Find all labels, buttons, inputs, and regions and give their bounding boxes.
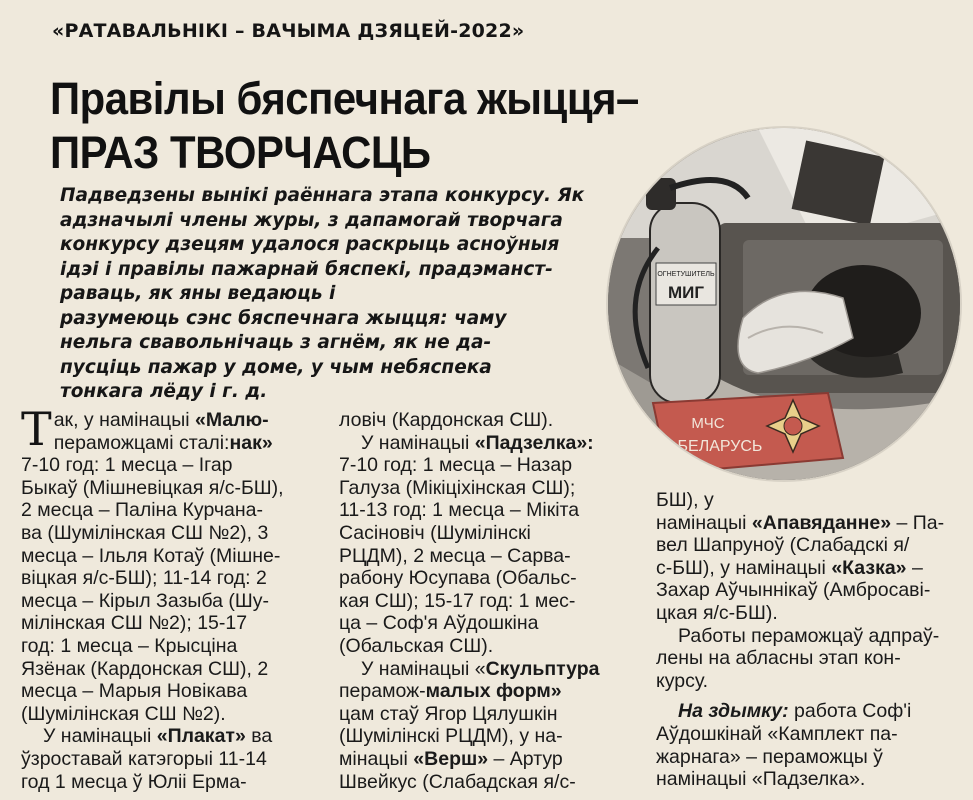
article-line — [339, 771, 629, 794]
article-text: месца – Ільля Котаў (Мішне- — [21, 544, 281, 567]
article-line — [21, 725, 311, 748]
article-line — [339, 680, 629, 703]
article-text: курсу. — [656, 669, 709, 692]
nomination-name: «Плакат» — [156, 725, 246, 748]
nomination-name: нак» — [229, 431, 273, 454]
article-line — [21, 590, 311, 613]
article-line — [339, 477, 629, 500]
article-line — [21, 635, 311, 658]
article-text: цам стаў Ягор Цялушкін — [339, 702, 558, 725]
article-line — [21, 545, 311, 568]
section-rubric: «РАТАВАЛЬНІКІ – ВАЧЫМА ДЗЯЦЕЙ-2022» — [52, 20, 525, 42]
nomination-name: «Казка» — [831, 556, 907, 579]
article-text: Быкаў (Мішневіцкая я/с-БШ), — [21, 476, 284, 499]
article-text: год 1 месца ў Юліі Ерма- — [21, 770, 247, 793]
article-text: пераможцамі сталі: — [53, 431, 230, 454]
article-line — [656, 512, 961, 535]
article-text: мінацыі — [339, 747, 414, 770]
article-line — [656, 647, 961, 670]
article-line — [21, 748, 311, 771]
article-text: (Шумілінскі РЦДМ), у на- — [339, 725, 563, 748]
article-line — [339, 432, 629, 455]
article-lead — [60, 184, 620, 405]
lead-line: разумеюць сэнс бяспечнага жыцця: чаму — [60, 307, 507, 329]
article-text: с-БШ), у намінацыі — [656, 556, 832, 579]
article-text: 7-10 год: 1 месца – Назар — [339, 454, 573, 477]
article-line — [21, 454, 311, 477]
article-text: Галуза (Мікіціхінская СШ); — [339, 476, 576, 499]
article-text: жарнага» – пераможцы ў — [656, 745, 883, 768]
article-text: 11-13 год: 1 месца – Мікіта — [339, 499, 580, 522]
article-text: лены на абласны этап кон- — [656, 647, 901, 670]
nomination-name: «Апавяданне» — [751, 511, 892, 534]
article-column-2 — [339, 409, 629, 793]
article-line — [21, 477, 311, 500]
headline-line: ПРАЗ ТВОРЧАСЦЬ — [50, 127, 431, 178]
article-line — [21, 499, 311, 522]
article-text: цкая я/с-БШ). — [656, 601, 778, 624]
lead-line: нельга свавольнічаць з агнём, як не да- — [60, 332, 492, 353]
article-text: Язёнак (Кардонская СШ), 2 — [21, 657, 269, 680]
article-text: рабону Юсупава (Обальс- — [339, 567, 577, 590]
article-text: – — [906, 556, 923, 579]
article-text: перамож- — [339, 680, 426, 703]
dropcap-letter: Т — [21, 402, 52, 456]
article-line — [656, 602, 961, 625]
article-text: У намінацыі « — [361, 657, 486, 680]
article-text: Сасіновіч (Шумілінскі — [339, 521, 531, 544]
lead-line: тонкага лёду і г. д. — [60, 381, 268, 402]
article-line — [339, 590, 629, 613]
lead-line: конкурсу дзецям удалося раскрыць асноўныя — [60, 234, 560, 255]
article-text: месца – Кірыл Зазыба (Шу- — [21, 589, 269, 612]
article-line — [656, 579, 961, 602]
lead-line: Падведзены вынікі раённага этапа конкурсу. Як — [60, 185, 585, 206]
nomination-name: «Падзелка»: — [474, 431, 594, 454]
article-line — [21, 771, 311, 794]
article-text: (Обальская СШ). — [339, 634, 494, 657]
photo-illustration — [608, 128, 960, 480]
article-line — [656, 700, 961, 723]
nomination-name: малых форм» — [425, 680, 562, 703]
headline-line: Правілы бяспечнага жыцця– — [50, 73, 639, 124]
article-text: вел Шапруноў (Слабадскі я/ — [656, 534, 910, 557]
article-text: Захар Аўчыннікаў (Амбросаві- — [656, 579, 931, 602]
extinguisher-label-top: ОГНЕТУШИТЕЛЬ — [657, 271, 715, 278]
article-line — [339, 409, 629, 432]
article-line — [339, 499, 629, 522]
article-text: У намінацыі — [361, 431, 475, 454]
article-line — [339, 703, 629, 726]
nomination-name: На здымку: — [678, 700, 789, 723]
article-line — [339, 612, 629, 635]
article-line — [656, 768, 961, 791]
article-text: намінацыі «Падзелка». — [656, 768, 866, 791]
article-text: ва — [245, 725, 273, 748]
article-line — [21, 680, 311, 703]
article-text: работа Соф'і — [788, 700, 912, 723]
lead-line: ідэі і правілы пажарнай бяспекі, прадэманст- — [60, 258, 553, 280]
article-text: год: 1 месца – Крысціна — [21, 634, 238, 657]
article-text: – Артур — [488, 747, 563, 770]
article-line — [656, 557, 961, 580]
article-text: 2 месца – Паліна Курчана- — [21, 499, 263, 522]
article-line — [339, 658, 629, 681]
article-text: (Шумілінская СШ №2). — [21, 702, 226, 725]
nomination-name: «Верш» — [413, 747, 489, 770]
extinguisher-label-brand: МИГ — [667, 283, 705, 302]
article-column-3 — [656, 489, 961, 791]
nomination-name: «Малю- — [194, 409, 269, 431]
article-line — [656, 692, 961, 700]
article-text: віцкая я/с-БШ); 11-14 год: 2 — [21, 567, 267, 590]
article-text: кая СШ); 15-17 год: 1 мес- — [339, 589, 576, 612]
article-line — [21, 703, 311, 726]
article-line — [21, 612, 311, 635]
article-text: Швейкус (Слабадская я/с- — [339, 770, 576, 793]
lead-line: раваць, як яны ведаюць і — [60, 283, 336, 304]
article-line — [21, 567, 311, 590]
article-line — [339, 567, 629, 590]
article-line — [656, 534, 961, 557]
lead-line: адзначылі члены журы, з дапамогай творчага — [60, 209, 563, 231]
article-photo — [608, 128, 960, 480]
nomination-name: Скульптура — [485, 657, 600, 680]
plaque-line2: БЕЛАРУСЬ — [677, 438, 763, 455]
article-text: БШ), у — [656, 489, 714, 511]
article-text: ва (Шумілінская СШ №2), 3 — [21, 521, 269, 544]
plaque-line1: МЧС — [691, 415, 725, 432]
article-column-1 — [21, 402, 311, 793]
article-headline — [50, 72, 701, 180]
lead-line: пусціць пажар у доме, у чым небяспека — [60, 356, 492, 378]
article-text: ўзроставай катэгорыі 11-14 — [21, 747, 267, 770]
article-line — [339, 725, 629, 748]
article-text: ловіч (Кардонская СШ). — [339, 409, 554, 431]
article-line — [339, 454, 629, 477]
article-text: Аўдошкінай «Камплект па- — [656, 722, 898, 745]
article-text: ак, у намінацыі — [53, 409, 195, 431]
article-text: У намінацыі — [43, 725, 157, 748]
article-line — [21, 658, 311, 681]
article-text: РЦДМ), 2 месца – Сарва- — [339, 544, 571, 567]
article-line — [339, 748, 629, 771]
article-text: ца – Соф'я Аўдошкіна — [339, 612, 539, 635]
article-line — [656, 489, 961, 512]
article-text: 7-10 год: 1 месца – Ігар — [21, 454, 233, 477]
article-line — [21, 432, 311, 455]
article-line — [656, 625, 961, 648]
article-line — [656, 746, 961, 769]
article-text: мілінская СШ №2); 15-17 — [21, 612, 248, 635]
article-text: месца – Марыя Новікава — [21, 680, 248, 703]
article-line — [339, 522, 629, 545]
article-line — [21, 522, 311, 545]
article-text: намінацыі — [656, 511, 752, 534]
article-line — [339, 635, 629, 658]
article-text: Работы пераможцаў адпраў- — [678, 624, 940, 647]
article-line — [656, 723, 961, 746]
article-line — [656, 670, 961, 693]
article-line — [339, 545, 629, 568]
article-text: – Па- — [891, 511, 945, 534]
